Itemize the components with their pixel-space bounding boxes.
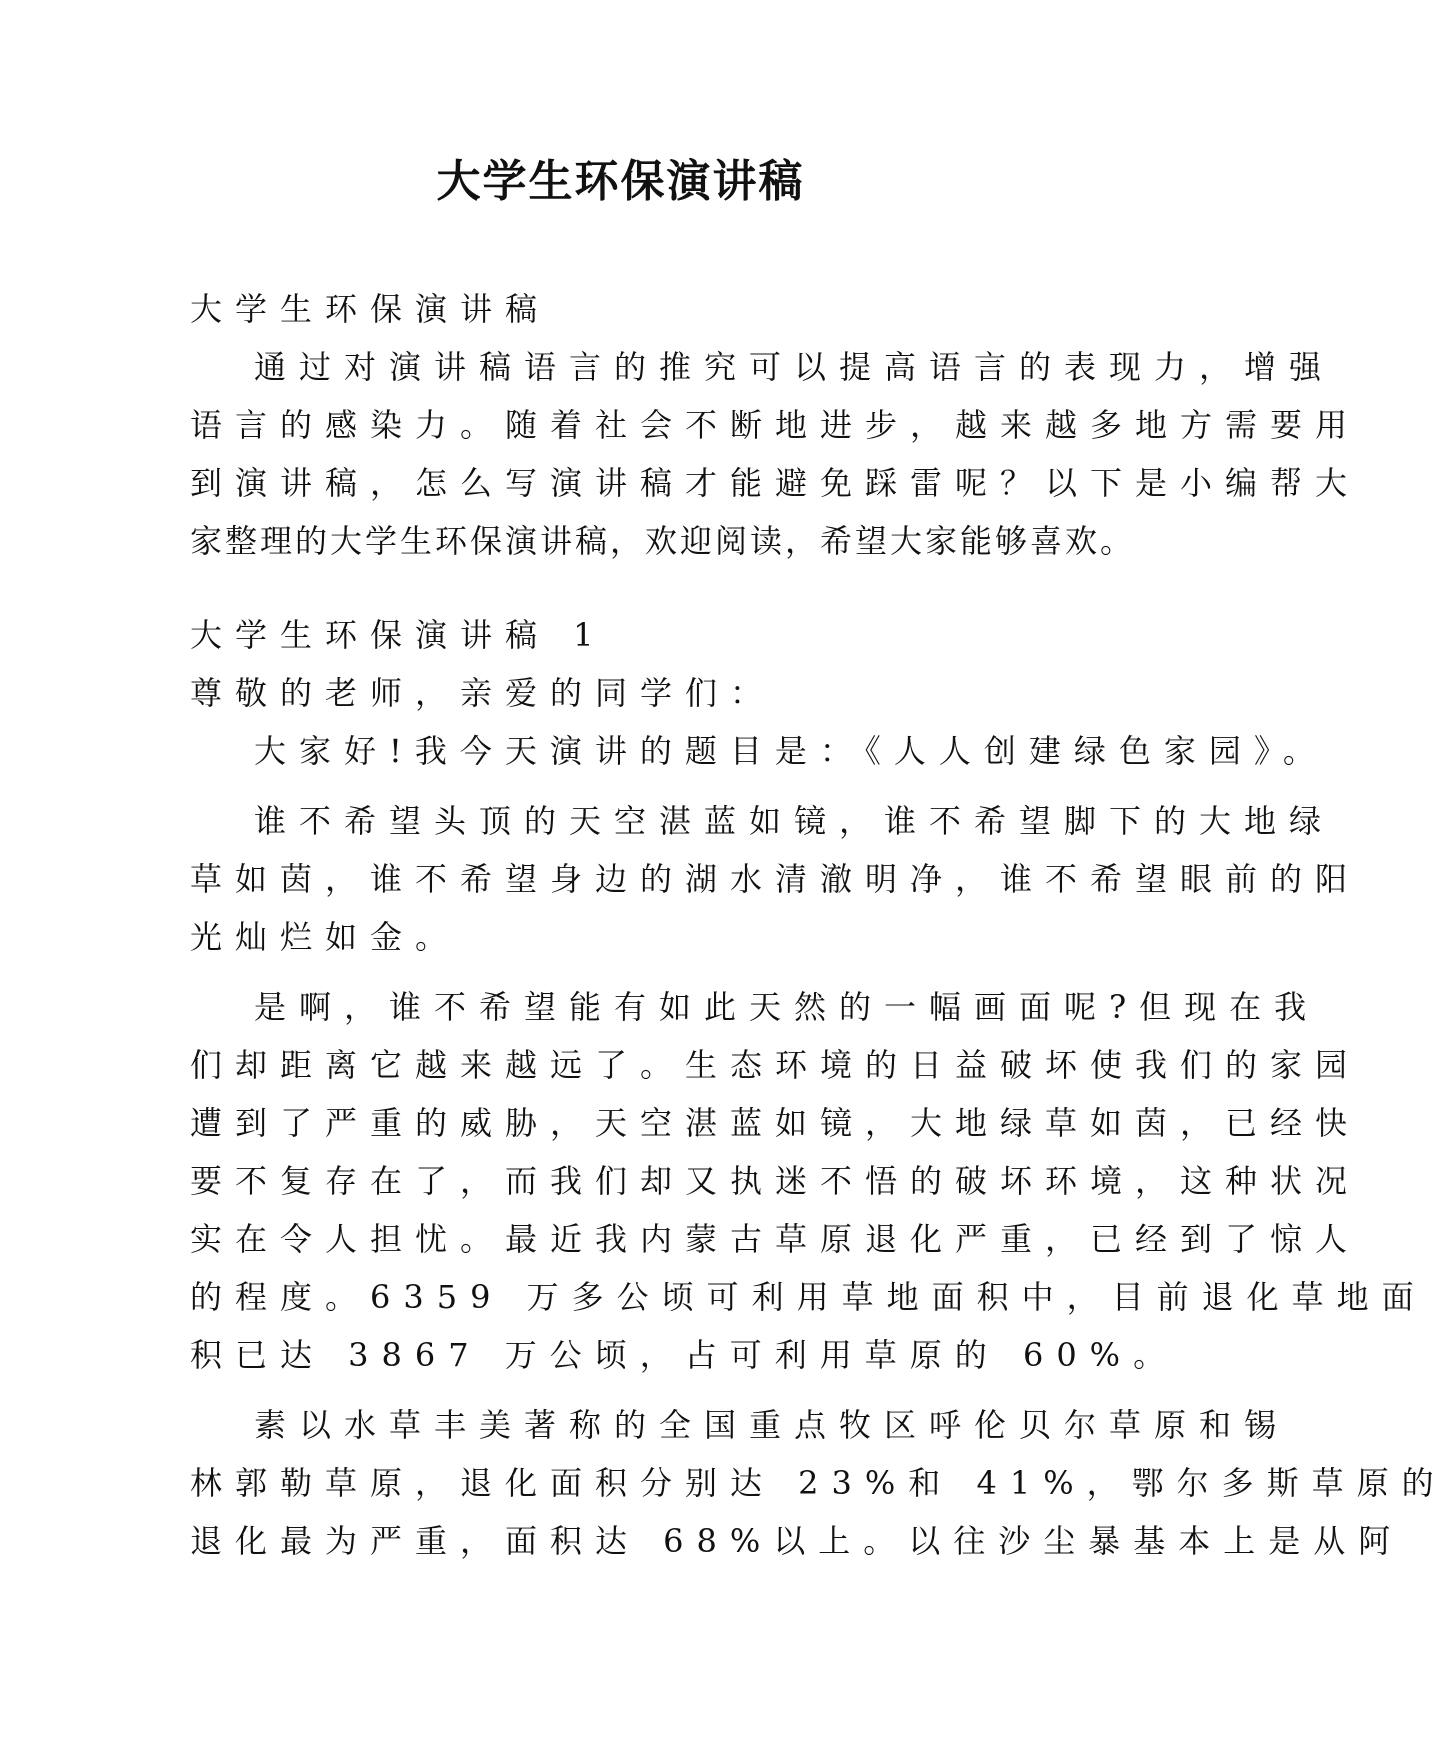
paragraph-line: 们却距离它越来越远了。生态环境的日益破坏使我们的家园 [190, 1046, 1361, 1084]
paragraph-line: 遭到了严重的威胁，天空湛蓝如镜，大地绿草如茵，已经快 [190, 1104, 1361, 1142]
paragraph-line: 的程度。6359 万多公顷可利用草地面积中，目前退化草地面 [190, 1278, 1427, 1316]
intro-line: 到演讲稿，怎么写演讲稿才能避免踩雷呢？以下是小编帮大 [190, 464, 1361, 502]
intro-line: 通过对演讲稿语言的推究可以提高语言的表现力，增强 [254, 348, 1335, 386]
paragraph-line: 是啊，谁不希望能有如此天然的一幅画面呢?但现在我 [254, 988, 1320, 1026]
paragraph-line: 素以水草丰美著称的全国重点牧区呼伦贝尔草原和锡 [254, 1406, 1290, 1444]
paragraph-line: 大家好!我今天演讲的题目是：《人人创建绿色家园》。 [254, 732, 1328, 770]
paragraph-line: 草如茵，谁不希望身边的湖水清澈明净，谁不希望眼前的阳 [190, 860, 1361, 898]
paragraph-line: 光灿烂如金。 [190, 918, 461, 956]
paragraph-line: 谁不希望头顶的天空湛蓝如镜，谁不希望脚下的大地绿 [254, 802, 1335, 840]
paragraph-line: 积已达 3867 万公顷，占可利用草原的 60%。 [190, 1336, 1179, 1374]
intro-line: 语言的感染力。随着社会不断地进步，越来越多地方需要用 [190, 406, 1361, 444]
paragraph-gap [190, 570, 962, 606]
paragraph-gap [190, 780, 962, 792]
salutation: 尊敬的老师，亲爱的同学们： [190, 674, 776, 712]
intro-heading: 大学生环保演讲稿 [190, 290, 551, 328]
paragraph-line: 退化最为严重，面积达 68%以上。以往沙尘暴基本上是从阿 [190, 1522, 1404, 1560]
section-heading: 大学生环保演讲稿 1 [190, 616, 607, 654]
paragraph-line: 实在令人担忧。最近我内蒙古草原退化严重，已经到了惊人 [190, 1220, 1361, 1258]
paragraph-line: 要不复存在了，而我们却又执迷不悟的破坏环境，这种状况 [190, 1162, 1361, 1200]
intro-line: 家整理的大学生环保演讲稿，欢迎阅读，希望大家能够喜欢。 [190, 522, 1136, 560]
paragraph-gap [190, 1384, 962, 1396]
paragraph-gap [190, 966, 962, 978]
document-title: 大学生环保演讲稿 [436, 156, 805, 207]
document-body [190, 280, 1447, 1570]
paragraph-line: 林郭勒草原，退化面积分别达 23%和 41%，鄂尔多斯草原的 [190, 1464, 1447, 1502]
